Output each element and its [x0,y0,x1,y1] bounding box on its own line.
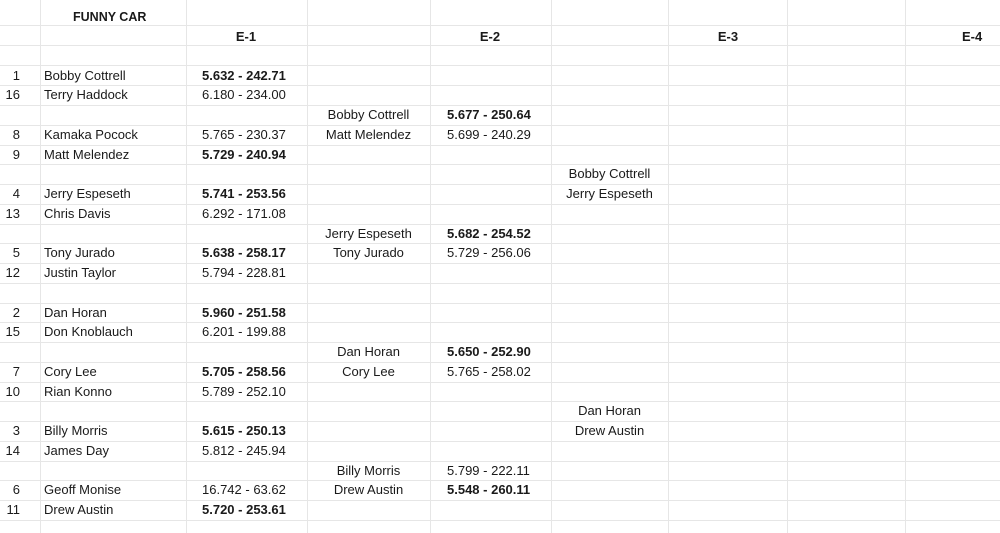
grid-row-line [0,184,1000,185]
seed-number: 13 [5,205,20,221]
seed-number: 1 [12,67,20,83]
elapsed-time-speed: 5.960 - 251.58 [202,304,286,320]
driver-name: James Day [44,442,110,458]
seed-number: 11 [6,502,20,517]
driver-name: Matt Melendez [325,126,412,142]
round-header-e4: E-4 [962,29,983,44]
grid-row-line [0,283,1000,284]
driver-name: Jerry Espeseth [566,186,653,201]
grid-row-line [0,382,1000,383]
grid-row-line [0,421,1000,422]
elapsed-time-speed: 5.729 - 256.06 [447,245,531,261]
grid-col-line [186,0,187,533]
grid-row-line [0,362,1000,363]
elapsed-time-speed: 5.677 - 250.64 [447,107,531,122]
grid-col-line [905,0,906,533]
driver-name: Chris Davis [44,205,111,221]
seed-number: 5 [12,245,20,261]
grid-col-line [551,0,552,533]
elapsed-time-speed: 5.799 - 222.11 [447,462,530,478]
seed-number: 2 [12,304,20,320]
grid-col-line [430,0,431,533]
grid-row-line [0,204,1000,205]
grid-row-line [0,25,1000,26]
seed-number: 16 [5,87,20,103]
grid-row-line [0,125,1000,126]
driver-name: Dan Horan [578,403,641,419]
seed-number: 10 [5,383,20,399]
driver-name: Billy Morris [44,423,108,438]
elapsed-time-speed: 5.812 - 245.94 [202,442,286,458]
grid-row-line [0,85,1000,86]
elapsed-time-speed: 5.638 - 258.17 [202,245,286,261]
driver-name: Bobby Cottrell [44,67,126,83]
seed-number: 15 [5,324,20,340]
elapsed-time-speed: 5.699 - 240.29 [447,126,531,142]
seed-number: 4 [12,186,20,201]
round-header-e3: E-3 [717,29,739,44]
seed-number: 7 [12,363,20,379]
driver-name: Dan Horan [337,344,400,359]
driver-name: Geoff Monise [44,482,122,498]
grid-row-line [0,441,1000,442]
elapsed-time-speed: 6.201 - 199.88 [202,324,286,340]
driver-name: Terry Haddock [44,87,128,103]
elapsed-time-speed: 5.632 - 242.71 [202,67,286,83]
driver-name: Drew Austin [44,502,114,517]
round-header-e2: E-2 [479,29,501,44]
grid-row-line [0,480,1000,481]
grid-row-line [0,263,1000,264]
grid-col-line [40,0,41,533]
seed-number: 9 [12,146,20,162]
elapsed-time-speed: 16.742 - 63.62 [202,482,286,498]
driver-name: Dan Horan [44,304,107,320]
driver-name: Billy Morris [336,462,401,478]
elapsed-time-speed: 5.794 - 228.81 [202,265,286,280]
seed-number: 6 [12,482,20,498]
grid-row-line [0,65,1000,66]
grid-row-line [0,145,1000,146]
grid-row-line [0,243,1000,244]
driver-name: Matt Melendez [44,146,130,162]
grid-col-line [787,0,788,533]
elapsed-time-speed: 6.180 - 234.00 [202,87,286,103]
grid-row-line [0,500,1000,501]
grid-row-line [0,45,1000,46]
driver-name: Don Knoblauch [44,324,133,340]
grid-row-line [0,303,1000,304]
driver-name: Rian Konno [44,383,112,399]
grid-row-line [0,520,1000,521]
grid-row-line [0,322,1000,323]
elapsed-time-speed: 5.729 - 240.94 [202,146,286,162]
driver-name: Cory Lee [342,363,395,379]
grid-row-line [0,164,1000,165]
driver-name: Bobby Cottrell [327,107,410,122]
driver-name: Drew Austin [333,482,404,498]
seed-number: 3 [12,423,20,438]
elapsed-time-speed: 5.765 - 258.02 [447,363,531,379]
grid-col-line [307,0,308,533]
grid-row-line [0,401,1000,402]
elapsed-time-speed: 5.720 - 253.61 [202,502,286,517]
driver-name: Tony Jurado [333,245,404,261]
driver-name: Cory Lee [44,363,97,379]
grid-row-line [0,224,1000,225]
seed-number: 8 [12,126,20,142]
elapsed-time-speed: 5.765 - 230.37 [202,126,286,142]
driver-name: Jerry Espeseth [44,186,131,201]
elapsed-time-speed: 5.741 - 253.56 [202,186,286,201]
elapsed-time-speed: 5.650 - 252.90 [447,344,531,359]
seed-number: 14 [5,442,20,458]
driver-name: Drew Austin [574,423,645,438]
round-header-e1: E-1 [235,29,257,44]
elapsed-time-speed: 5.548 - 260.11 [447,482,531,498]
grid-row-line [0,342,1000,343]
elapsed-time-speed: 5.682 - 254.52 [447,225,531,241]
seed-number: 12 [5,265,20,280]
driver-name: Kamaka Pocock [44,126,138,142]
driver-name: Jerry Espeseth [325,225,412,241]
grid-col-line [668,0,669,533]
sheet-title: FUNNY CAR [73,10,147,24]
elapsed-time-speed: 5.789 - 252.10 [202,383,286,399]
driver-name: Justin Taylor [44,265,117,280]
grid-row-line [0,461,1000,462]
elapsed-time-speed: 5.705 - 258.56 [202,363,286,379]
grid-row-line [0,105,1000,106]
driver-name: Tony Jurado [44,245,115,261]
driver-name: Bobby Cottrell [568,166,651,182]
elapsed-time-speed: 6.292 - 171.08 [202,205,286,221]
elapsed-time-speed: 5.615 - 250.13 [202,423,286,438]
